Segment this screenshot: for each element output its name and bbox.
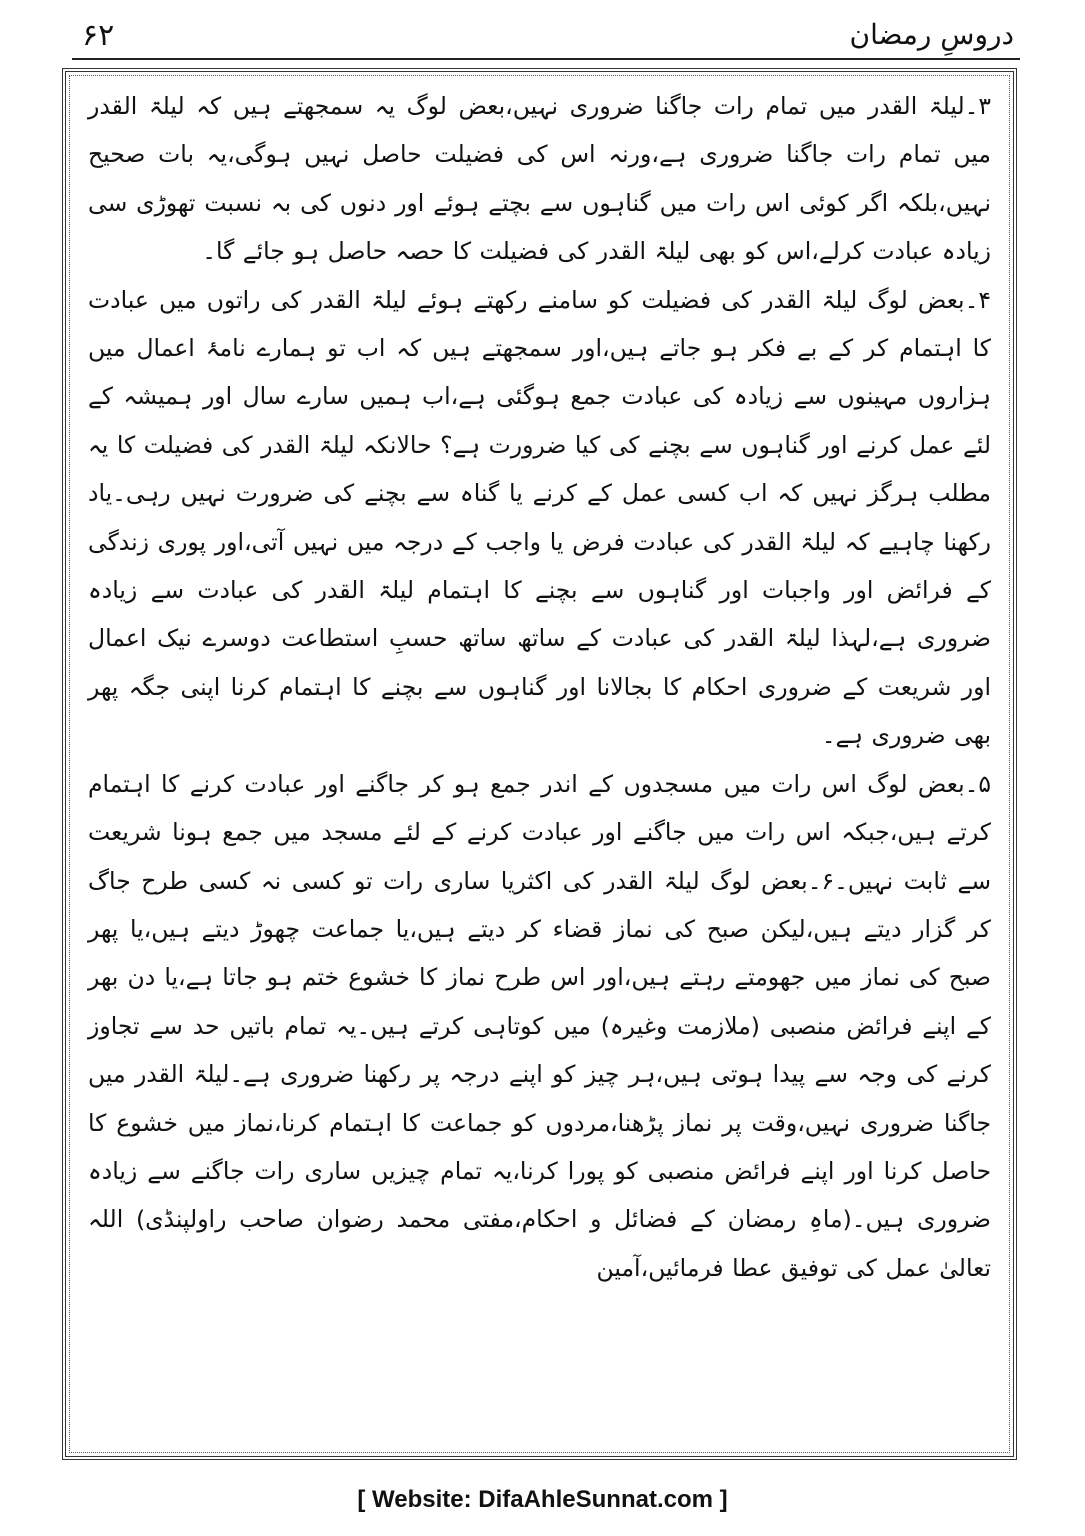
book-title: دروسِ رمضان [849,18,1014,51]
page-frame [62,68,1017,1460]
page-header [72,14,1020,58]
header-divider [72,58,1020,60]
paragraph-5-6: ۵۔بعض لوگ اس رات میں مسجدوں کے اندر جمع ہو کر جاگنے اور عبادت کرنے کا اہتمام کرتے ہیں،جبکہ اس رات میں جاگنے اور عبادت کرنے کے لئے مسجد میں جمع ہونا شریعت سے ثابت نہیں۔۶۔بعض لوگ لیلۃ القدر کی اکثریا ساری رات تو کسی نہ کسی طرح جاگ کر گزار دیتے ہیں،لیکن صبح کی نماز قضاء کر دیتے ہیں،یا جماعت چھوڑ دیتے ہیں،یا پھر صبح کی نماز میں جھومتے رہتے ہیں،اور اس طرح نماز کا خشوع ختم ہو جاتا ہے،یا دن بھر کے اپنے فرائض منصبی (ملازمت وغیرہ) میں کوتاہی کرتے ہیں۔یہ تمام باتیں حد سے تجاوز کرنے کی وجہ سے پیدا ہوتی ہیں،ہر چیز کو اپنے درجہ پر رکھنا ضروری ہے۔لیلۃ القدر میں جاگنا ضروری نہیں،وقت پر نماز پڑھنا،مردوں کو جماعت کا اہتمام کرنا،نماز میں خشوع کا حاصل کرنا اور اپنے فرائض منصبی کو پورا کرنا،یہ تمام چیزیں ساری رات جاگنے سے زیادہ ضروری ہیں۔(ماہِ رمضان کے فضائل و احکام،مفتی محمد رضوان صاحب راولپنڈی) اللہ تعالیٰ عمل کی توفیق عطا فرمائیں،آمین [88,769,992,1282]
page-number: ۶۲ [82,18,115,53]
website-footer: [ Website: DifaAhleSunnat.com ] [357,1486,728,1513]
body-text [88,82,991,1446]
paragraph-4: ۴۔بعض لوگ لیلۃ القدر کی فضیلت کو سامنے رکھتے ہوئے لیلۃ القدر کی راتوں میں عبادت کا اہتمام کر کے بے فکر ہو جاتے ہیں،اور سمجھتے ہیں کہ اب تو ہمارے نامۂ اعمال میں ہزاروں مہینوں سے زیادہ کی عبادت جمع ہوگئی ہے،اب ہمیں سارے سال اور ہمیشہ کے لئے عمل کرنے اور گناہوں سے بچنے کی کیا ضرورت ہے؟ حالانکہ لیلۃ القدر کی فضیلت کا یہ مطلب ہرگز نہیں کہ اب کسی عمل کے کرنے یا گناہ سے بچنے کی ضرورت نہیں رہی۔یاد رکھنا چاہیے کہ لیلۃ القدر کی عبادت فرض یا واجب کے درجہ میں نہیں آتی،اور پوری زندگی کے فرائض اور واجبات اور گناہوں سے بچنے کا اہتمام لیلۃ القدر کی عبادت سے زیادہ ضروری ہے،لہذا لیلۃ القدر کی عبادت کے ساتھ ساتھ حسبِ استطاعت دوسرے نیک اعمال اور شریعت کے ضروری احکام کا بجالانا اور گناہوں سے بچنے کا اہتمام کرنا اپنی جگہ پھر بھی ضروری ہے۔ [88,285,991,750]
paragraph-3: ۳۔لیلۃ القدر میں تمام رات جاگنا ضروری نہیں،بعض لوگ یہ سمجھتے ہیں کہ لیلۃ القدر میں تمام رات جاگنا ضروری ہے،ورنہ اس کی فضیلت حاصل نہیں ہوگی،یہ بات صحیح نہیں،بلکہ اگر کوئی اس رات میں گناہوں سے بچتے ہوئے اور دنوں کی بہ نسبت تھوڑی سی زیادہ عبادت کرلے،اس کو بھی لیلۃ القدر کی فضیلت کا حصہ حاصل ہو جائے گا۔ [88,92,991,266]
